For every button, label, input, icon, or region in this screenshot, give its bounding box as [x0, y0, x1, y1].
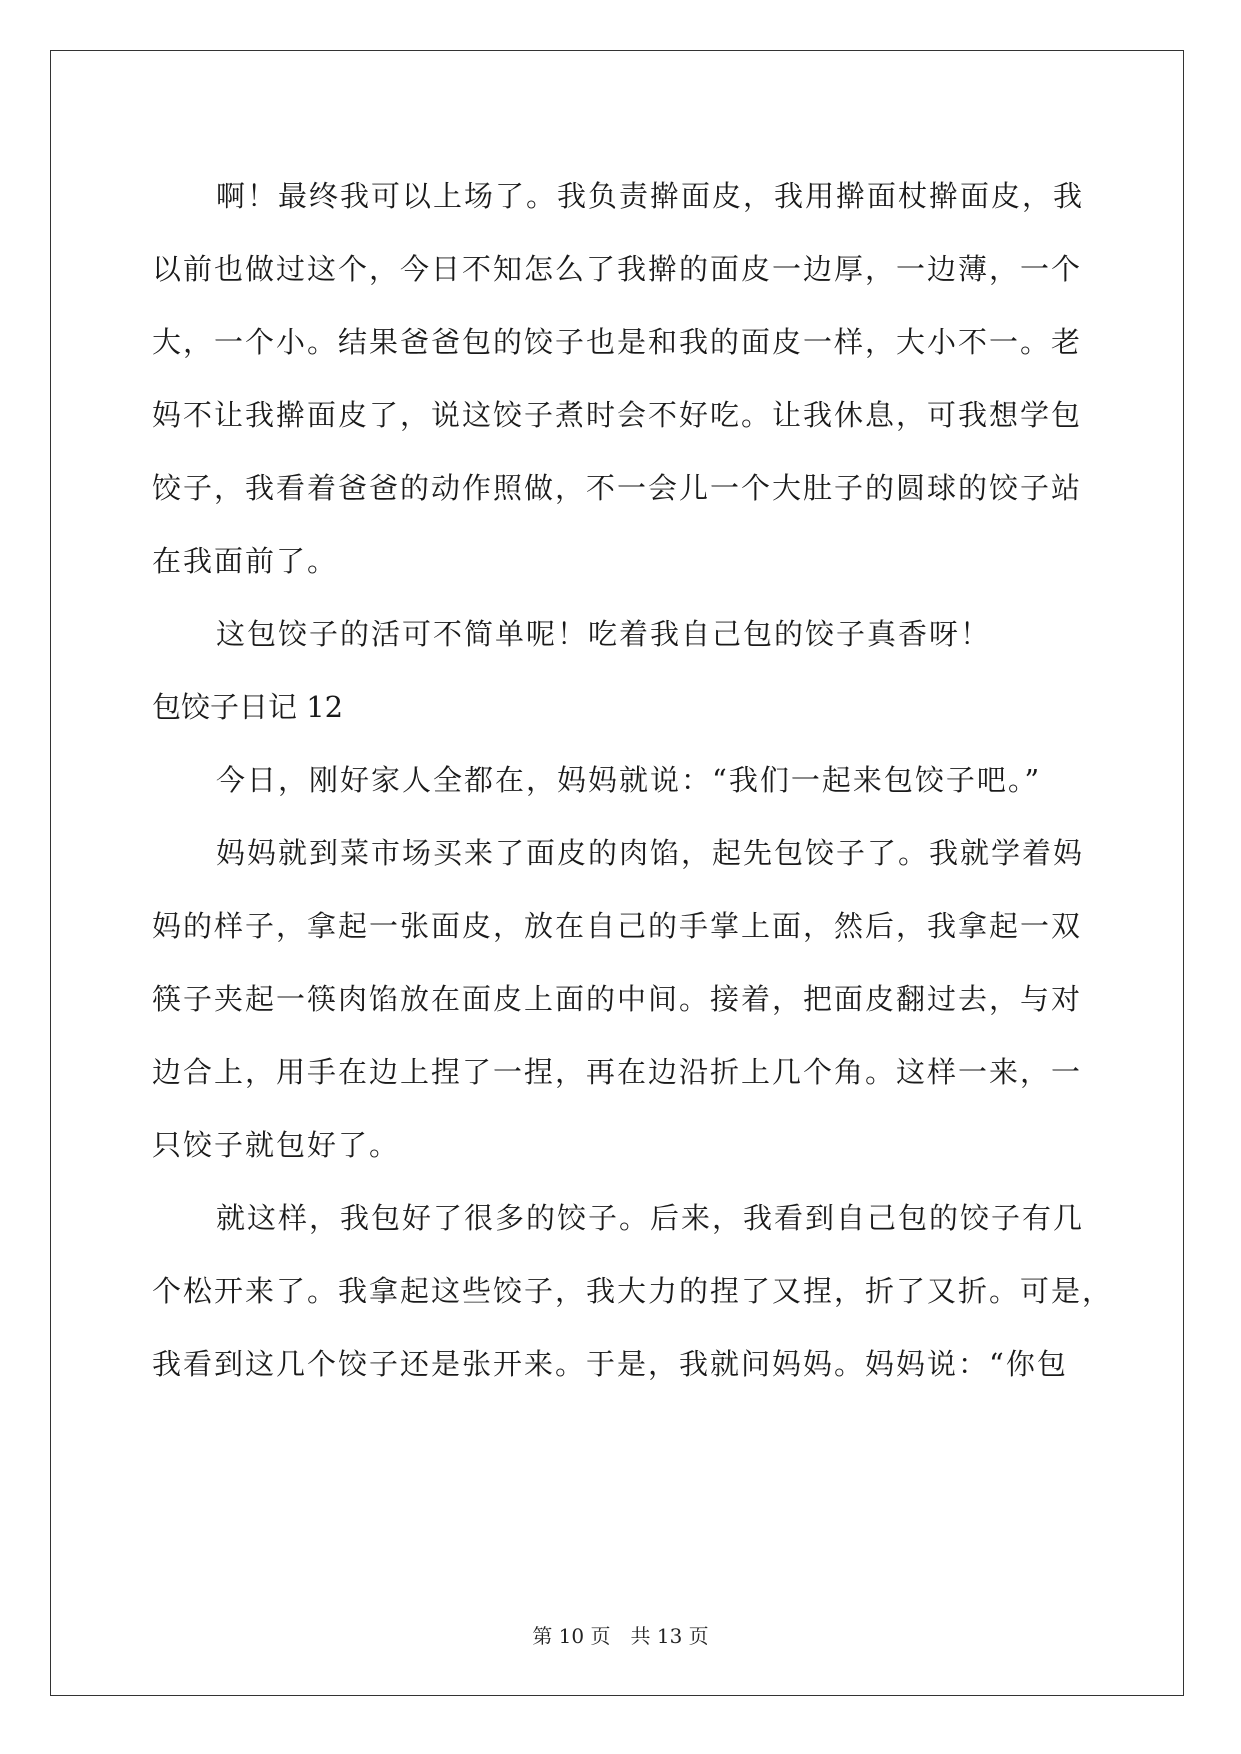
text-line: 筷子夹起一筷肉馅放在面皮上面的中间。接着，把面皮翻过去，与对 — [152, 982, 1083, 1016]
text-line: 以前也做过这个，今日不知怎么了我擀的面皮一边厚，一边薄，一个 — [152, 252, 1083, 286]
page-number-footer: 第 10 页 共 13 页 — [532, 1624, 709, 1648]
text-line: 个松开来了。我拿起这些饺子，我大力的捏了又捏，折了又折。可是， — [152, 1274, 1114, 1308]
text-line: 饺子，我看着爸爸的动作照做，不一会儿一个大肚子的圆球的饺子站 — [152, 471, 1083, 505]
text-line: 只饺子就包好了。 — [152, 1128, 401, 1162]
document-body — [152, 160, 1114, 1401]
text-line: 妈的样子，拿起一张面皮，放在自己的手掌上面，然后，我拿起一双 — [152, 909, 1083, 943]
text-line: 这包饺子的活可不简单呢！吃着我自己包的饺子真香呀！ — [216, 617, 992, 651]
section-heading: 包饺子日记 12 — [152, 690, 344, 724]
text-line: 啊！最终我可以上场了。我负责擀面皮，我用擀面杖擀面皮，我 — [216, 179, 1085, 213]
text-line: 妈不让我擀面皮了，说这饺子煮时会不好吃。让我休息，可我想学包 — [152, 398, 1083, 432]
text-line: 今日，刚好家人全都在，妈妈就说：“我们一起来包饺子吧。” — [216, 763, 1042, 797]
text-line: 就这样，我包好了很多的饺子。后来，我看到自己包的饺子有几 — [216, 1201, 1085, 1235]
text-line: 大，一个小。结果爸爸包的饺子也是和我的面皮一样，大小不一。老 — [152, 325, 1083, 359]
text-line: 妈妈就到菜市场买来了面皮的肉馅，起先包饺子了。我就学着妈 — [216, 836, 1085, 870]
text-line: 边合上，用手在边上捏了一捏，再在边沿折上几个角。这样一来，一 — [152, 1055, 1083, 1089]
text-line: 在我面前了。 — [152, 544, 339, 578]
text-line: 我看到这几个饺子还是张开来。于是，我就问妈妈。妈妈说：“你包 — [152, 1347, 1068, 1381]
